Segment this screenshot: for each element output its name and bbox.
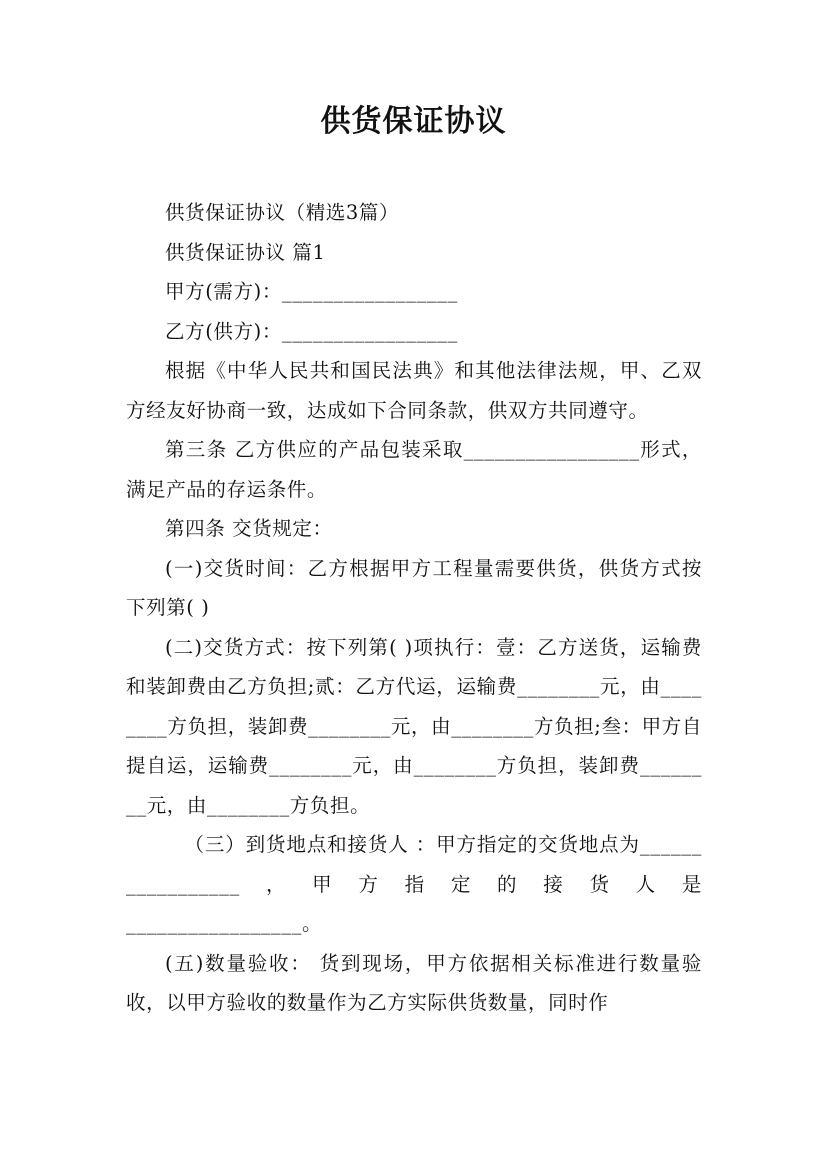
document-body xyxy=(126,193,702,1023)
paragraph-delivery-time: (一)交货时间：乙方根据甲方工程量需要供货，供货方式按下列第( ) xyxy=(126,556,702,619)
paragraph-subtitle: 供货保证协议（精选3篇） xyxy=(165,201,400,224)
paragraph-article-4: 第四条 交货规定： xyxy=(165,517,333,540)
paragraph-quantity-check: (五)数量验收： 货到现场，甲方依据相关标准进行数量验收，以甲方验收的数量作为乙方实际供货数量，同时作 xyxy=(126,951,702,1014)
paragraph-delivery-method: (二)交货方式：按下列第( )项执行：壹：乙方送货，运输费和装卸费由乙方负担;贰：乙方代运，运输费________元，由________方负担，装卸费________元，由________方负担;叁：甲方自提自运，运输费________元，由________方负担，装卸费________元，由________方负担。 xyxy=(126,635,702,817)
document-title: 供货保证协议 xyxy=(320,104,507,139)
paragraph-party-b: 乙方(供方)：_________________ xyxy=(165,319,458,343)
paragraph-section-heading: 供货保证协议 篇1 xyxy=(165,240,326,264)
paragraph-party-a: 甲方(需方)：_________________ xyxy=(165,280,458,303)
paragraph-delivery-location-end: _________________。 xyxy=(126,912,323,935)
paragraph-delivery-location: （三）到货地点和接货人 ：甲方指定的交货地点为_________________，甲方指定的接货人是 xyxy=(126,833,702,896)
paragraph-article-3: 第三条 乙方供应的产品包装采取_________________形式，满足产品的存运条件。 xyxy=(126,438,702,501)
paragraph-preamble: 根据《中华人民共和国民法典》和其他法律法规，甲、乙双方经友好协商一致，达成如下合同条款，供双方共同遵守。 xyxy=(126,359,702,422)
